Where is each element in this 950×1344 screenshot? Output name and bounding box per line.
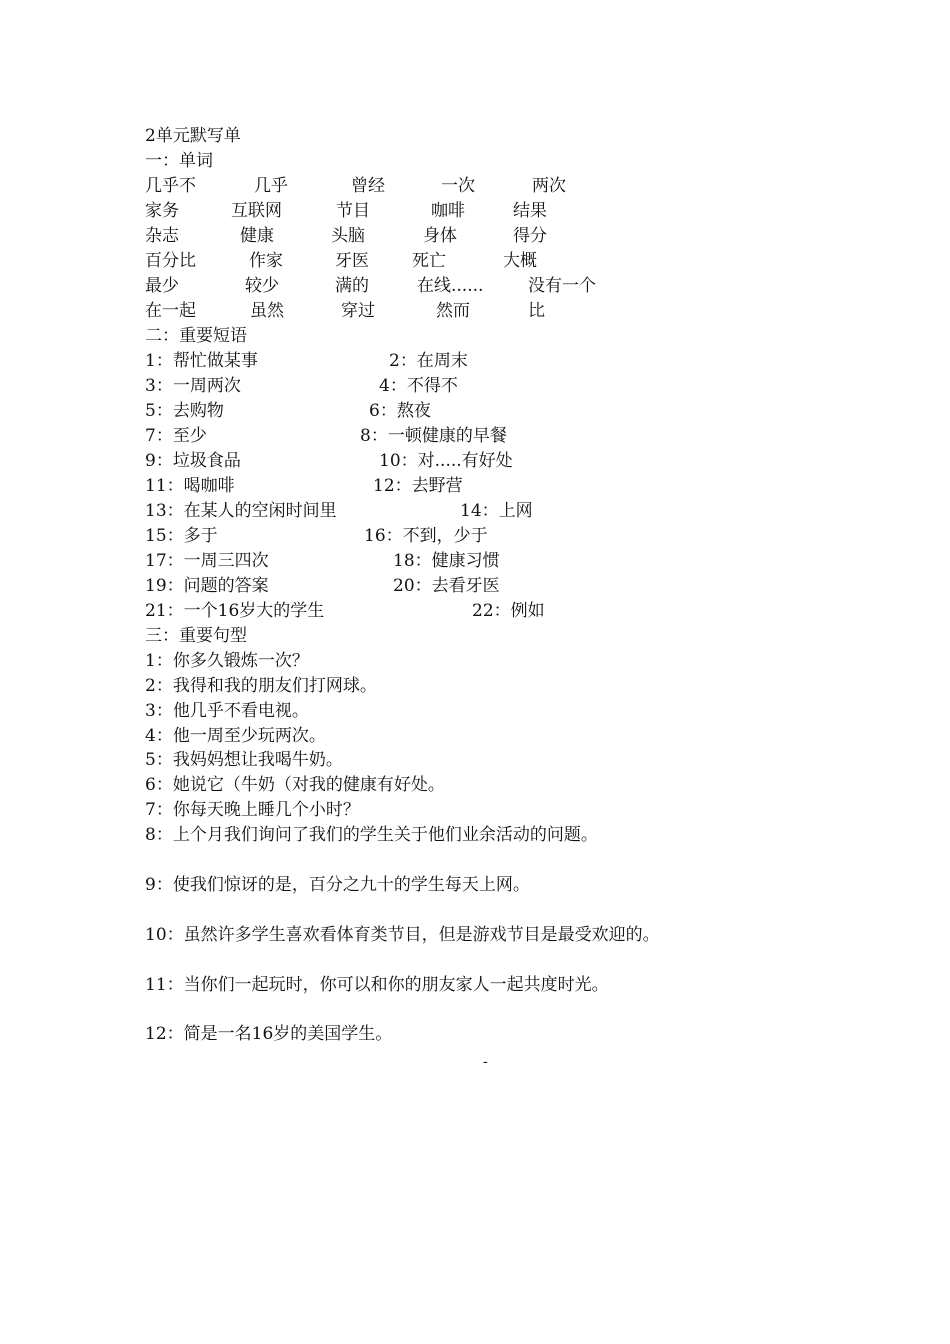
phrase-item: 7：至少 [145,426,207,446]
phrase-item: 19：问题的答案 [145,576,269,596]
phrase-item: 22：例如 [472,601,545,621]
word-cell: 健康 [240,226,274,246]
phrase-item: 10：对.....有好处 [379,451,513,471]
word-cell: 满的 [335,276,369,296]
word-cell: 大概 [503,251,537,271]
word-cell: 结果 [513,201,547,221]
sentence-item: 10：虽然许多学生喜欢看体育类节目，但是游戏节目是最受欢迎的。 [145,925,660,945]
phrase-item: 5：去购物 [145,401,224,421]
word-cell: 在线...... [417,276,484,296]
word-cell: 百分比 [145,251,196,271]
phrase-item: 21：一个16岁大的学生 [145,601,325,621]
section-heading-phrases: 二：重要短语 [145,326,247,346]
phrase-item: 13：在某人的空闲时间里 [145,501,337,521]
word-cell: 较少 [245,276,279,296]
phrase-item: 6：熬夜 [369,401,431,421]
word-cell: 没有一个 [528,276,596,296]
word-cell: 节目 [336,201,370,221]
word-cell: 比 [528,301,545,321]
word-cell: 牙医 [335,251,369,271]
phrase-item: 4：不得不 [379,376,458,396]
phrase-item: 9：垃圾食品 [145,451,241,471]
word-cell: 一次 [441,176,475,196]
phrase-item: 18：健康习惯 [393,551,500,571]
word-cell: 在一起 [145,301,196,321]
sentence-item: 2：我得和我的朋友们打网球。 [145,676,377,696]
word-cell: 虽然 [250,301,284,321]
word-cell: 曾经 [351,176,385,196]
phrase-item: 17：一周三四次 [145,551,269,571]
word-cell: 咖啡 [431,201,465,221]
word-cell: 几乎不 [145,176,196,196]
sentence-item: 8：上个月我们询问了我们的学生关于他们业余活动的问题。 [145,825,598,845]
section-heading-words: 一：单词 [145,151,213,171]
phrase-item: 20：去看牙医 [393,576,500,596]
sentence-item: 9：使我们惊讶的是，百分之九十的学生每天上网。 [145,875,530,895]
sentence-item: 12：简是一名16岁的美国学生。 [145,1024,393,1044]
document-title: 2单元默写单 [145,126,241,146]
word-cell: 作家 [249,251,283,271]
word-cell: 互联网 [231,201,282,221]
sentence-item: 6：她说它（牛奶（对我的健康有好处。 [145,775,445,795]
sentence-item: 11：当你们一起玩时，你可以和你的朋友家人一起共度时光。 [145,975,609,995]
phrase-item: 16：不到，少于 [364,526,488,546]
phrase-item: 12：去野营 [373,476,463,496]
section-heading-sentences: 三：重要句型 [145,626,247,646]
word-cell: 杂志 [145,226,179,246]
sentence-item: 5：我妈妈想让我喝牛奶。 [145,750,343,770]
word-cell: 头脑 [331,226,365,246]
phrase-item: 14：上网 [460,501,533,521]
sentence-item: 3：他几乎不看电视。 [145,701,309,721]
phrase-item: 2：在周末 [389,351,468,371]
phrase-item: 1：帮忙做某事 [145,351,258,371]
word-cell: 两次 [532,176,566,196]
word-cell: 最少 [145,276,179,296]
sentence-item: 4：他一周至少玩两次。 [145,726,326,746]
sentence-item: 1：你多久锻炼一次？ [145,651,309,671]
word-cell: 家务 [145,201,179,221]
word-cell: 身体 [423,226,457,246]
page-footer-mark: - [483,1054,488,1070]
phrase-item: 8：一顿健康的早餐 [360,426,507,446]
phrase-item: 11：喝咖啡 [145,476,235,496]
word-cell: 死亡 [412,251,446,271]
phrase-item: 15：多于 [145,526,218,546]
word-cell: 得分 [513,226,547,246]
word-cell: 几乎 [254,176,288,196]
word-cell: 穿过 [341,301,375,321]
sentence-item: 7：你每天晚上睡几个小时？ [145,800,360,820]
phrase-item: 3：一周两次 [145,376,241,396]
word-cell: 然而 [436,301,470,321]
